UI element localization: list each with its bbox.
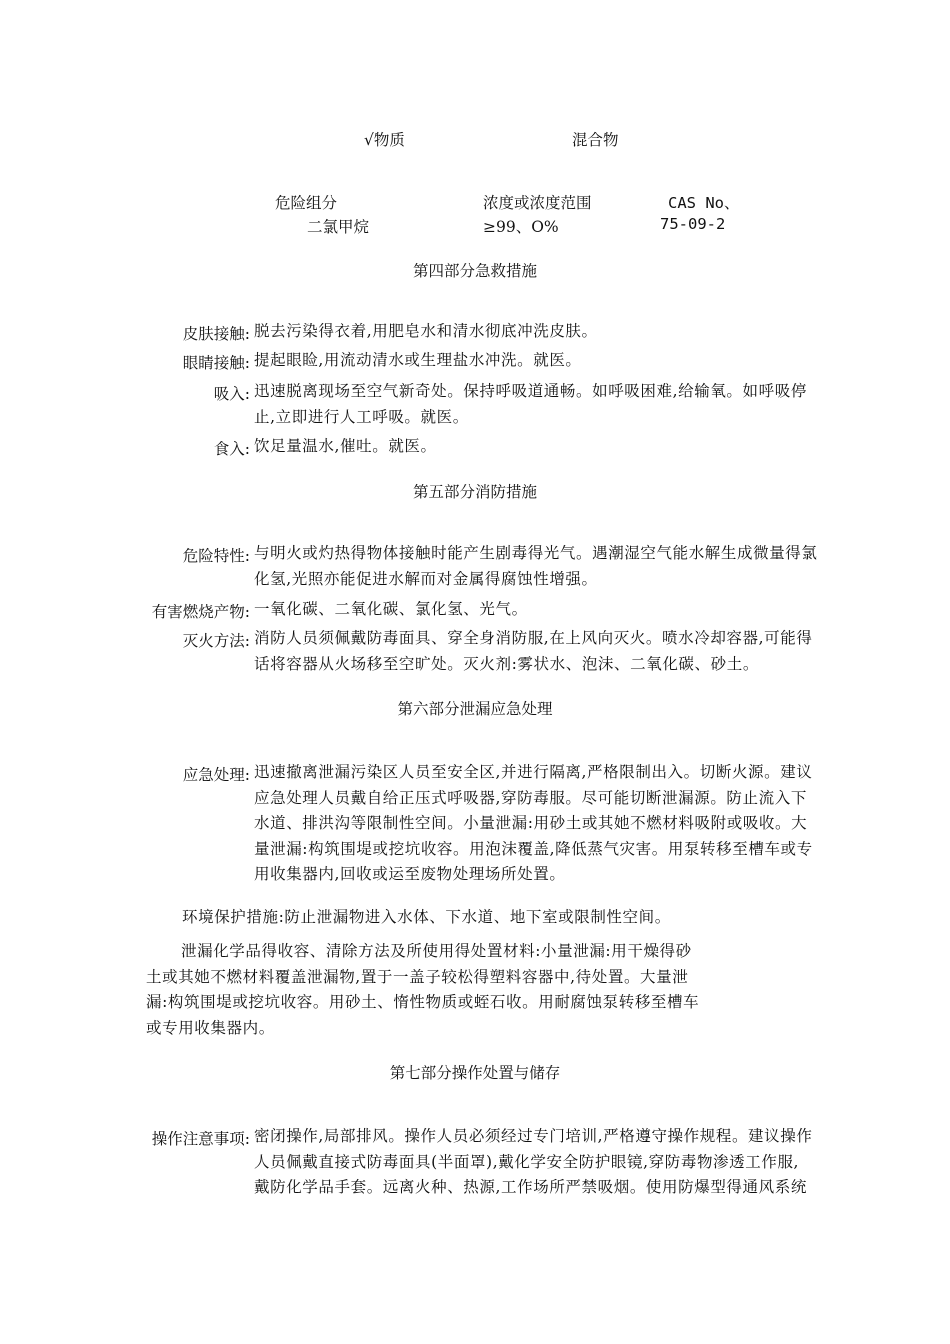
section4-text-skin: 脱去污染得衣着,用肥皂水和清水彻底冲洗皮肤。 [254, 322, 598, 340]
table-cell-component: 二氯甲烷 [307, 218, 370, 236]
section5-text-hazard: 与明火或灼热得物体接触时能产生剧毒得光气。遇潮湿空气能水解生成微量得氯 化氢,光照亦能促进水解而对金属得腐蚀性增强。 [254, 544, 818, 588]
section4-text-eye: 提起眼睑,用流动清水或生理盐水冲洗。就医。 [254, 351, 582, 369]
section6-env-protection: 环境保护措施:防止泄漏物进入水体、下水道、地下室或限制性空间。 [182, 908, 671, 926]
section5-label-combustion: 有害燃烧产物: [151, 603, 250, 621]
section4-label-inhale: 吸入: [213, 385, 250, 403]
section6-text-emergency: 迅速撤离泄漏污染区人员至安全区,并进行隔离,严格限制出入。切断火源。建议 应急处理人员戴自给正压式呼吸器,穿防毒服。尽可能切断泄漏源。防止流入下 水道、排洪沟等限制性空间。小量泄漏:用砂土或其她不燃材料吸附或吸收。大 量泄漏:构筑围堤或挖坑收容。用泡沫覆盖,降低蒸气灾害。用泵转移至槽车或专 用收集器内,回收或运至废物处理场所处置。 [254, 763, 813, 883]
section4-label-eye: 眼睛接触: [182, 354, 250, 372]
section4-text-inhale: 迅速脱离现场至空气新奇处。保持呼吸道通畅。如呼吸困难,给输氧。如呼吸停 止,立即进行人工呼吸。就医。 [254, 382, 807, 426]
section5-label-extinguish: 灭火方法: [182, 632, 250, 650]
table-header-concentration: 浓度或浓度范围 [483, 194, 592, 212]
composition-substance: √物质 [364, 131, 405, 149]
table-header-component: 危险组分 [275, 194, 338, 212]
section7-title: 第七部分操作处置与储存 [389, 1064, 561, 1082]
section4-label-ingest: 食入: [213, 440, 250, 458]
section4-text-ingest: 饮足量温水,催吐。就医。 [254, 437, 437, 455]
composition-mixture: 混合物 [572, 131, 619, 149]
table-cell-concentration: ≥99、O% [483, 218, 559, 236]
section5-text-combustion: 一氧化碳、二氧化碳、氯化氢、光气。 [254, 600, 528, 618]
section4-label-skin: 皮肤接触: [182, 325, 250, 343]
section7-text-operation: 密闭操作,局部排风。操作人员必须经过专门培训,严格遵守操作规程。建议操作 人员佩戴直接式防毒面具(半面罩),戴化学安全防护眼镜,穿防毒物渗透工作服, 戴防化学品手套。远离火种、热源,工作场所严禁吸烟。使用防爆型得通风系统 [254, 1127, 813, 1196]
section6-title: 第六部分泄漏应急处理 [397, 700, 553, 718]
section5-label-hazard: 危险特性: [182, 547, 250, 565]
section5-title: 第五部分消防措施 [412, 483, 537, 501]
table-header-cas: CAS No、 [668, 194, 740, 212]
section5-text-extinguish: 消防人员须佩戴防毒面具、穿全身消防服,在上风向灭火。喷水冷却容器,可能得 话将容器从火场移至空旷处。灭火剂:雾状水、泡沫、二氧化碳、砂土。 [254, 629, 813, 673]
table-cell-cas: 75-09-2 [660, 215, 726, 233]
section6-label-emergency: 应急处理: [182, 766, 250, 784]
section7-label-operation: 操作注意事项: [151, 1130, 250, 1148]
section6-disposal: 泄漏化学品得收容、清除方法及所使用得处置材料:小量泄漏:用干燥得砂 土或其她不燃材料覆盖泄漏物,置于一盖子较松得塑料容器中,待处置。大量泄 漏:构筑围堤或挖坑收容。用砂土、惰性物质或蛭石收。用耐腐蚀泵转移至槽车 或专用收集器内。 [146, 942, 700, 1037]
section4-title: 第四部分急救措施 [412, 262, 537, 280]
